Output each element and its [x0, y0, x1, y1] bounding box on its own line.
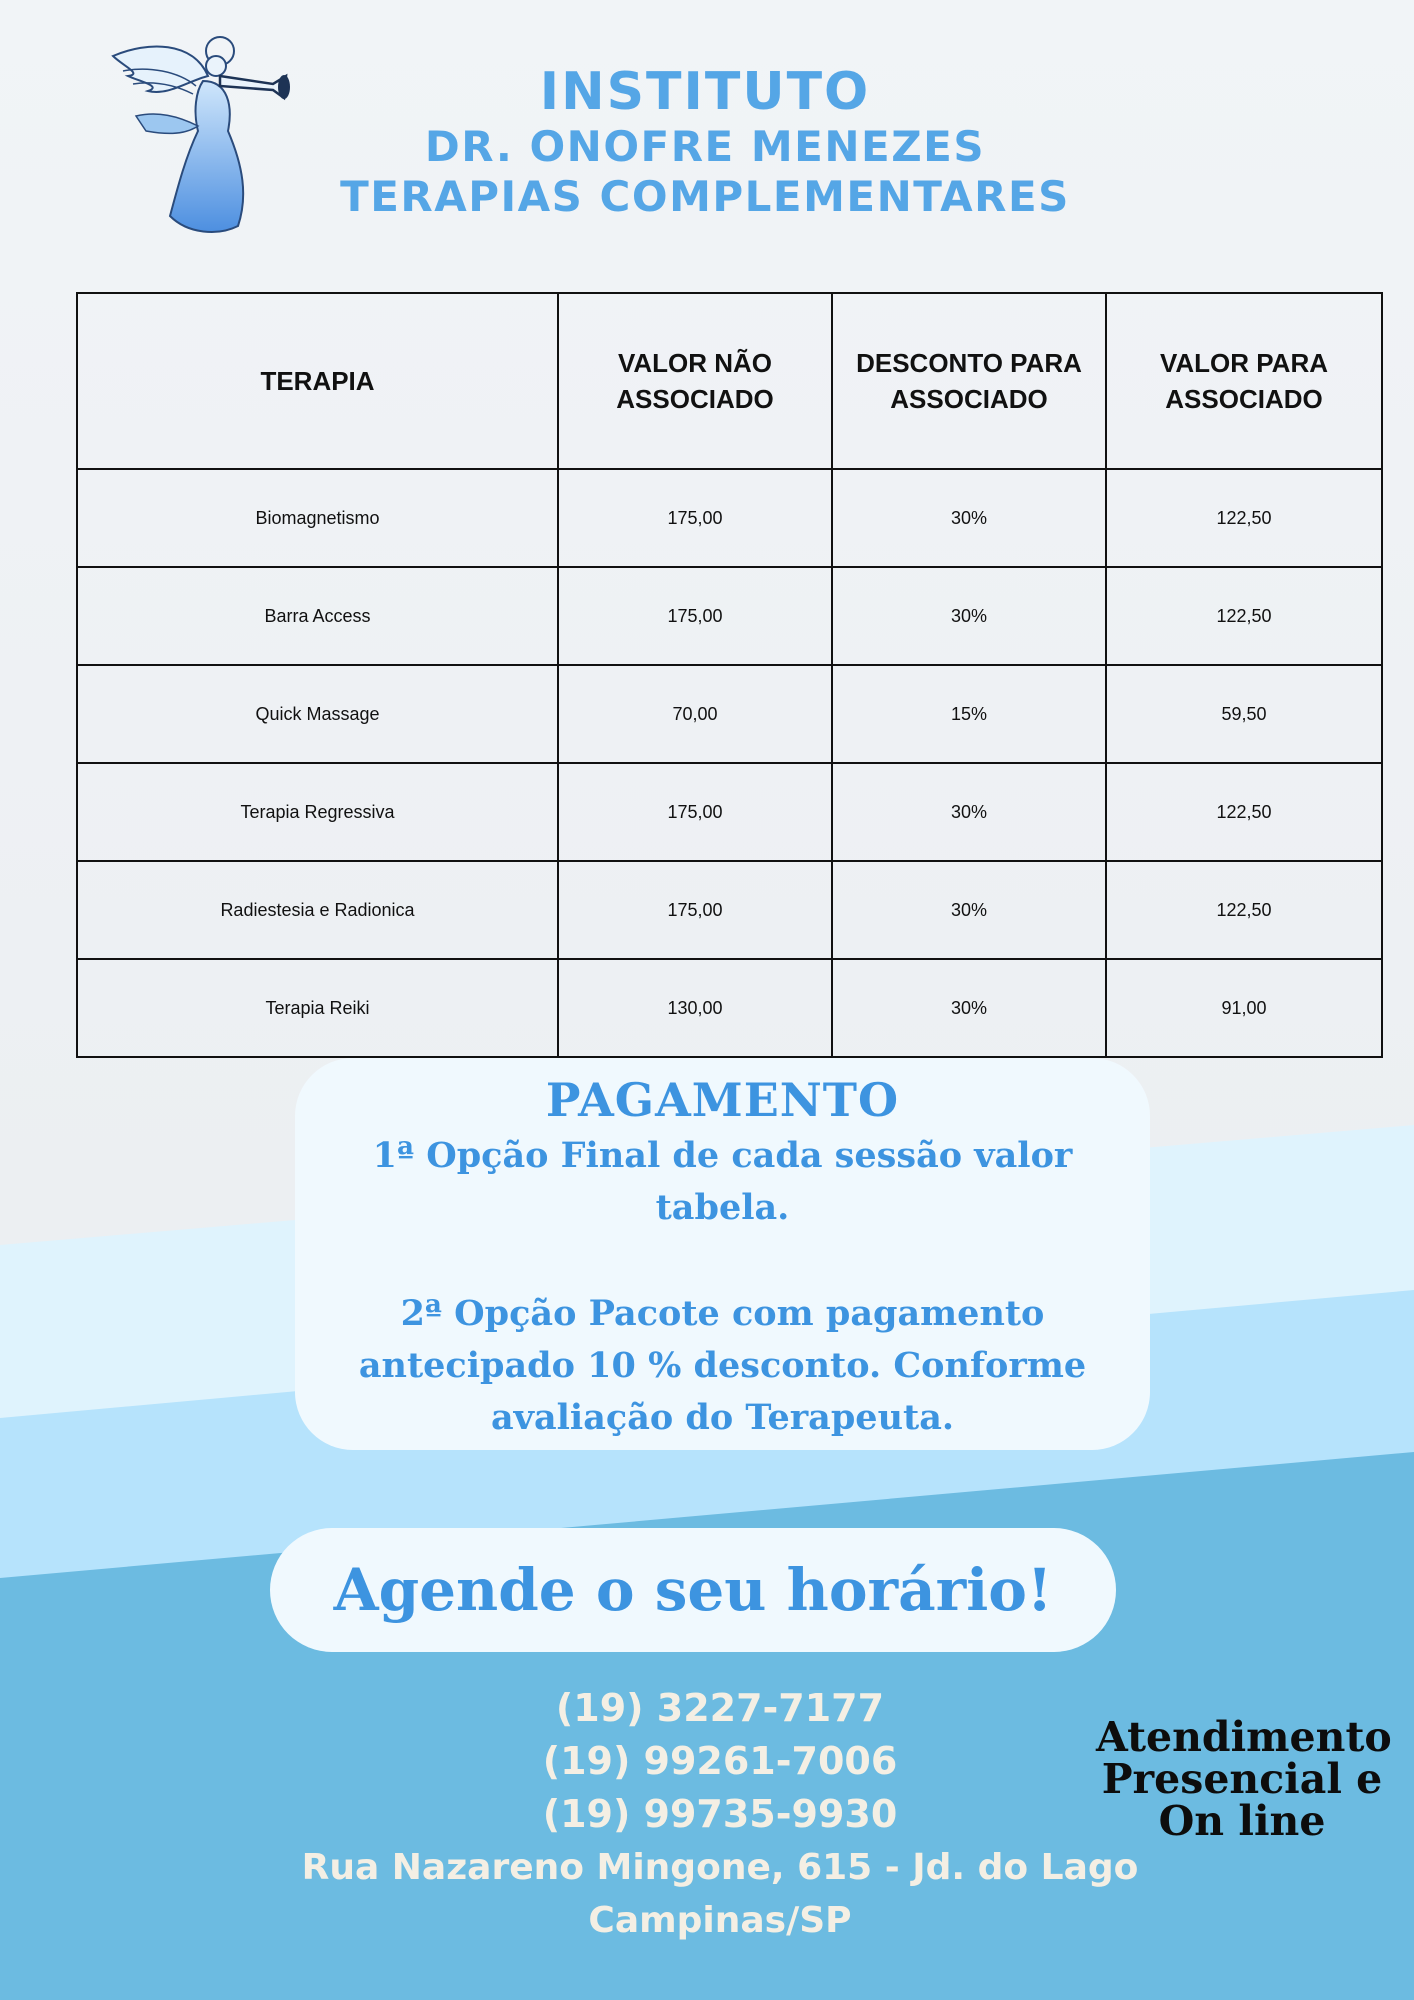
- table-row: [77, 469, 1382, 567]
- header-title: INSTITUTO: [539, 62, 871, 122]
- payment-spacer: [295, 1234, 1150, 1286]
- page-header: [280, 62, 1130, 222]
- attendance-line-1: Atendimento: [1096, 1713, 1392, 1761]
- angel-trumpet-icon: [108, 36, 293, 236]
- header-subtitle-therapies: TERAPIAS COMPLEMENTARES: [340, 172, 1070, 221]
- phone-3: (19) 99735-9930: [542, 1792, 898, 1836]
- schedule-cta-text: Agende o seu horário!: [333, 1556, 1053, 1624]
- table-header-row: [77, 293, 1382, 469]
- member-discount: 15%: [832, 665, 1106, 763]
- non-member-price: 175,00: [558, 567, 832, 665]
- contact-info: [300, 1682, 1140, 1947]
- header-non-member-price: VALOR NÃO ASSOCIADO: [558, 293, 832, 469]
- non-member-price: 175,00: [558, 763, 832, 861]
- header-therapy: TERAPIA: [77, 293, 558, 469]
- member-price: 59,50: [1106, 665, 1382, 763]
- header-member-discount: DESCONTO PARA ASSOCIADO: [832, 293, 1106, 469]
- therapy-name: Quick Massage: [77, 665, 558, 763]
- non-member-price: 70,00: [558, 665, 832, 763]
- non-member-price: 175,00: [558, 861, 832, 959]
- attendance-line-2: Presencial e: [1101, 1755, 1383, 1803]
- table-row: [77, 861, 1382, 959]
- therapy-name: Terapia Reiki: [77, 959, 558, 1057]
- member-discount: 30%: [832, 763, 1106, 861]
- table-row: [77, 567, 1382, 665]
- attendance-note: [1096, 1713, 1392, 1845]
- member-price: 122,50: [1106, 469, 1382, 567]
- schedule-banner: [270, 1528, 1116, 1652]
- phone-1: (19) 3227-7177: [555, 1686, 885, 1730]
- member-discount: 30%: [832, 567, 1106, 665]
- non-member-price: 130,00: [558, 959, 832, 1057]
- member-price: 122,50: [1106, 763, 1382, 861]
- member-price: 122,50: [1106, 567, 1382, 665]
- member-price: 122,50: [1106, 861, 1382, 959]
- member-discount: 30%: [832, 861, 1106, 959]
- header-subtitle-name: DR. ONOFRE MENEZES: [424, 122, 986, 171]
- member-discount: 30%: [832, 469, 1106, 567]
- table-row: [77, 665, 1382, 763]
- phone-2: (19) 99261-7006: [542, 1739, 898, 1783]
- price-table: [76, 292, 1383, 1058]
- payment-option-2: 2ª Opção Pacote com pagamento antecipado 10 % desconto. Conforme avaliação do Terapeuta.: [358, 1293, 1087, 1438]
- therapy-name: Biomagnetismo: [77, 469, 558, 567]
- payment-title: PAGAMENTO: [545, 1073, 900, 1127]
- table-row: [77, 959, 1382, 1057]
- attendance-line-3: On line: [1158, 1797, 1326, 1845]
- therapy-name: Radiestesia e Radionica: [77, 861, 558, 959]
- header-member-price: VALOR PARA ASSOCIADO: [1106, 293, 1382, 469]
- member-price: 91,00: [1106, 959, 1382, 1057]
- member-discount: 30%: [832, 959, 1106, 1057]
- payment-card: [295, 1058, 1150, 1450]
- therapy-name: Terapia Regressiva: [77, 763, 558, 861]
- non-member-price: 175,00: [558, 469, 832, 567]
- table-row: [77, 763, 1382, 861]
- payment-option-1: 1ª Opção Final de cada sessão valor tabela.: [372, 1135, 1073, 1228]
- address-line-1: Rua Nazareno Mingone, 615 - Jd. do Lago: [301, 1847, 1139, 1888]
- therapy-name: Barra Access: [77, 567, 558, 665]
- address-line-2: Campinas/SP: [588, 1900, 852, 1941]
